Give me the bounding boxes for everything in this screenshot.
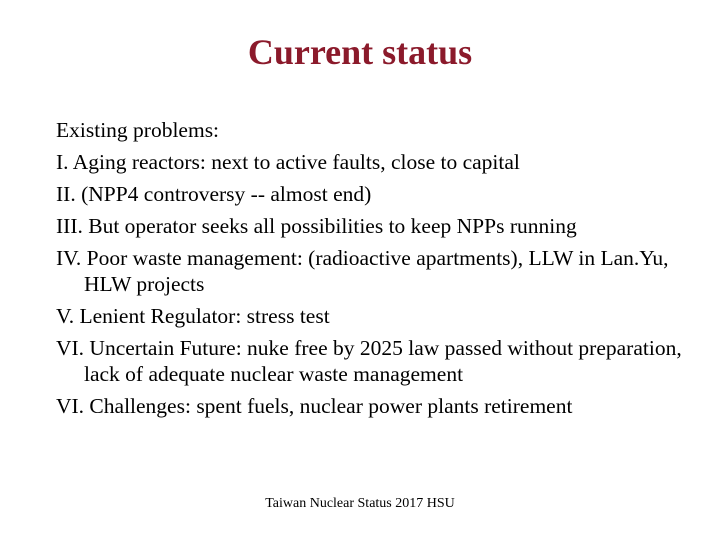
list-item-challenges: VI. Challenges: spent fuels, nuclear power plants retirement bbox=[56, 394, 573, 418]
list-item-uncertain-future: VI. Uncertain Future: nuke free by 2025 law passed without preparation, lack of adequate nuclear waste management bbox=[56, 336, 682, 386]
list-item-aging-reactors: I. Aging reactors: next to active faults, close to capital bbox=[56, 150, 520, 174]
bullet-list bbox=[56, 114, 696, 422]
list-item-regulator: V. Lenient Regulator: stress test bbox=[56, 304, 330, 328]
list-item-npp4: II. (NPP4 controversy -- almost end) bbox=[56, 182, 372, 206]
list-item-heading: Existing problems: bbox=[56, 118, 220, 142]
slide-title: Current status bbox=[247, 32, 473, 72]
list-item-operator: III. But operator seeks all possibilities to keep NPPs running bbox=[56, 214, 577, 238]
slide-footer: Taiwan Nuclear Status 2017 HSU bbox=[265, 496, 455, 511]
list-item-waste-management: IV. Poor waste management: (radioactive apartments), LLW in Lan.Yu, HLW projects bbox=[56, 246, 669, 296]
